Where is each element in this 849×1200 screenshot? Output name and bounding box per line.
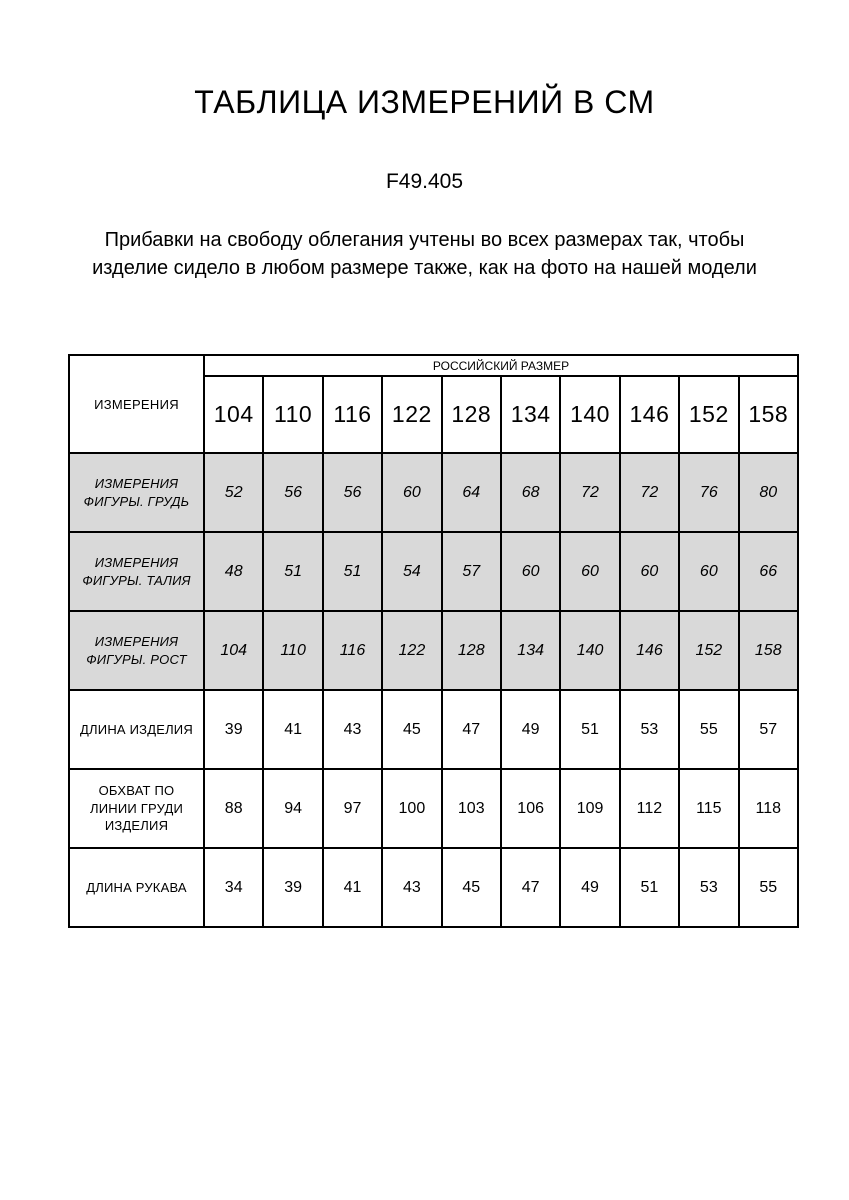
size-value-cell: 45 [442, 848, 501, 927]
size-value-cell: 53 [620, 690, 679, 769]
row-label: ИЗМЕРЕНИЯ ФИГУРЫ. ТАЛИЯ [69, 532, 204, 611]
size-value-cell: 51 [323, 532, 382, 611]
size-value-cell: 109 [560, 769, 619, 848]
size-table [68, 354, 799, 928]
size-value-cell: 47 [501, 848, 560, 927]
size-value-cell: 41 [263, 690, 322, 769]
size-value-cell: 158 [739, 611, 798, 690]
size-value-cell: 39 [204, 690, 263, 769]
size-value-cell: 140 [560, 611, 619, 690]
size-value-cell: 152 [679, 611, 738, 690]
size-value-cell: 51 [620, 848, 679, 927]
size-column-header: 158 [739, 376, 798, 453]
size-value-cell: 43 [323, 690, 382, 769]
size-value-cell: 52 [204, 453, 263, 532]
table-row-product-sleeve [69, 848, 798, 927]
size-value-cell: 45 [382, 690, 441, 769]
size-column-header: 146 [620, 376, 679, 453]
size-value-cell: 49 [501, 690, 560, 769]
size-value-cell: 56 [263, 453, 322, 532]
size-column-header: 116 [323, 376, 382, 453]
table-row-figure-height [69, 611, 798, 690]
size-value-cell: 51 [560, 690, 619, 769]
size-value-cell: 104 [204, 611, 263, 690]
size-value-cell: 134 [501, 611, 560, 690]
model-code: F49.405 [385, 170, 464, 193]
row-label: ИЗМЕРЕНИЯ ФИГУРЫ. ГРУДЬ [69, 453, 204, 532]
size-value-cell: 47 [442, 690, 501, 769]
russian-size-header: РОССИЙСКИЙ РАЗМЕР [204, 355, 798, 376]
table-row-figure-chest [69, 453, 798, 532]
size-value-cell: 56 [323, 453, 382, 532]
size-value-cell: 60 [679, 532, 738, 611]
size-column-header: 110 [263, 376, 322, 453]
size-column-header: 104 [204, 376, 263, 453]
size-value-cell: 103 [442, 769, 501, 848]
row-label: ОБХВАТ ПО ЛИНИИ ГРУДИ ИЗДЕЛИЯ [69, 769, 204, 848]
row-label: ИЗМЕРЕНИЯ ФИГУРЫ. РОСТ [69, 611, 204, 690]
size-column-header: 134 [501, 376, 560, 453]
size-value-cell: 122 [382, 611, 441, 690]
size-value-cell: 66 [739, 532, 798, 611]
size-value-cell: 55 [739, 848, 798, 927]
row-label: ДЛИНА ИЗДЕЛИЯ [69, 690, 204, 769]
row-label: ДЛИНА РУКАВА [69, 848, 204, 927]
size-value-cell: 48 [204, 532, 263, 611]
size-value-cell: 80 [739, 453, 798, 532]
measurements-header: ИЗМЕРЕНИЯ [69, 355, 204, 453]
size-value-cell: 72 [560, 453, 619, 532]
size-value-cell: 53 [679, 848, 738, 927]
size-value-cell: 39 [263, 848, 322, 927]
fit-note: Прибавки на свободу облегания учтены во всех размерах так, чтобы изделие сидело в любом размере также, как на фото на нашей модели [92, 229, 757, 279]
size-value-cell: 60 [382, 453, 441, 532]
size-value-cell: 112 [620, 769, 679, 848]
size-value-cell: 57 [442, 532, 501, 611]
size-value-cell: 64 [442, 453, 501, 532]
size-value-cell: 128 [442, 611, 501, 690]
size-value-cell: 41 [323, 848, 382, 927]
size-value-cell: 146 [620, 611, 679, 690]
size-value-cell: 88 [204, 769, 263, 848]
size-value-cell: 118 [739, 769, 798, 848]
table-row-product-length [69, 690, 798, 769]
size-value-cell: 60 [620, 532, 679, 611]
size-column-header: 128 [442, 376, 501, 453]
size-value-cell: 97 [323, 769, 382, 848]
size-value-cell: 68 [501, 453, 560, 532]
size-value-cell: 60 [501, 532, 560, 611]
size-value-cell: 54 [382, 532, 441, 611]
size-value-cell: 110 [263, 611, 322, 690]
size-column-header: 140 [560, 376, 619, 453]
size-value-cell: 43 [382, 848, 441, 927]
size-value-cell: 57 [739, 690, 798, 769]
size-value-cell: 94 [263, 769, 322, 848]
size-value-cell: 100 [382, 769, 441, 848]
size-value-cell: 116 [323, 611, 382, 690]
size-column-header: 122 [382, 376, 441, 453]
size-value-cell: 49 [560, 848, 619, 927]
size-value-cell: 55 [679, 690, 738, 769]
size-column-header: 152 [679, 376, 738, 453]
size-value-cell: 34 [204, 848, 263, 927]
table-row-figure-waist [69, 532, 798, 611]
size-value-cell: 60 [560, 532, 619, 611]
size-value-cell: 106 [501, 769, 560, 848]
page-title: ТАБЛИЦА ИЗМЕРЕНИЙ В СМ [194, 84, 655, 120]
size-value-cell: 115 [679, 769, 738, 848]
table-row-product-chest-girth [69, 769, 798, 848]
size-value-cell: 76 [679, 453, 738, 532]
size-value-cell: 72 [620, 453, 679, 532]
size-value-cell: 51 [263, 532, 322, 611]
group-header-row [69, 355, 798, 376]
